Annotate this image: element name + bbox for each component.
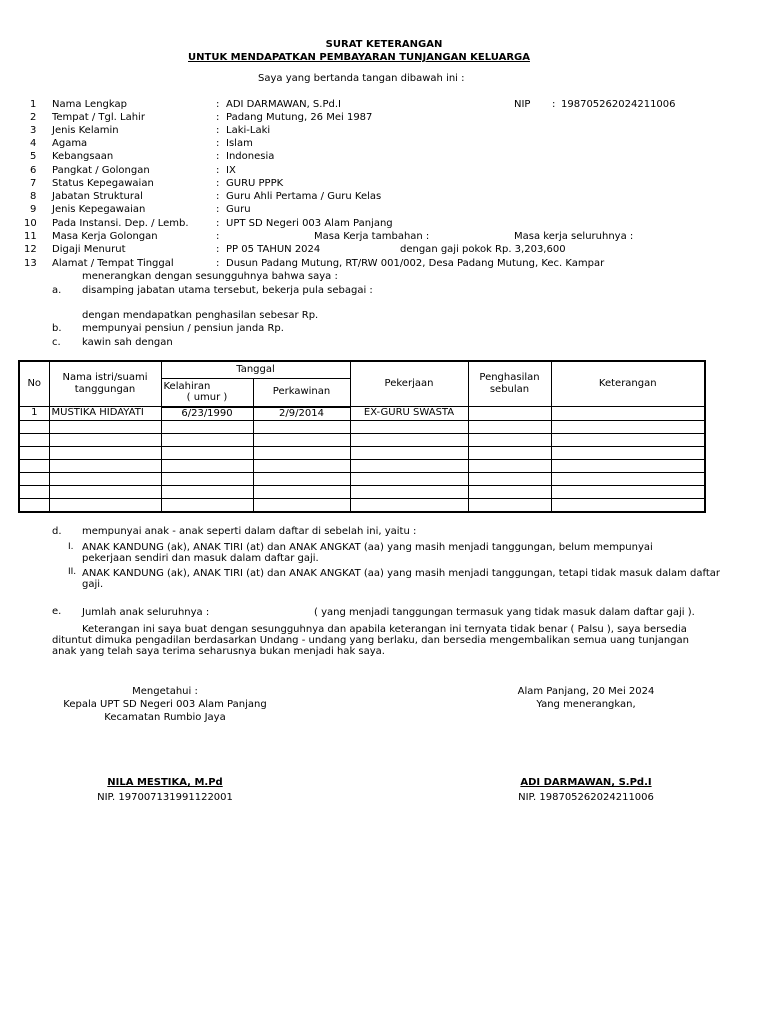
children-ii-text: ANAK KANDUNG (ak), ANAK TIRI (at) dan ANAK ANGKAT (aa) yang masih menjadi tanggungan, tetapi tidak masuk dalam daftar gaji.: [82, 568, 720, 590]
header-kelahiran: [161, 379, 253, 407]
sig-left-mengetahui: Mengetahui :: [132, 686, 198, 697]
sig-left-nip: NIP. 197007131991122001: [97, 792, 233, 803]
header-tanggal: Tanggal: [161, 361, 350, 379]
sig-right-nip: NIP. 198705262024211006: [518, 792, 654, 803]
field-colon: :: [216, 178, 220, 189]
children-d-letter: d.: [52, 526, 62, 537]
cell-lahir: [161, 420, 253, 433]
header-keterangan: Keterangan: [551, 361, 705, 407]
field-number: 2: [30, 112, 37, 123]
cell-name: [49, 498, 161, 512]
header-no: No: [19, 361, 49, 407]
masa-kerja-tambahan: Masa Kerja tambahan :: [314, 231, 430, 242]
field-label: Masa Kerja Golongan: [52, 231, 158, 242]
field-value: GURU PPPK: [226, 178, 284, 189]
gaji-pokok: dengan gaji pokok Rp. 3,203,600: [400, 244, 566, 255]
cell-no: [19, 459, 49, 472]
cell-penghasilan: [468, 472, 551, 485]
cell-keterangan: [551, 446, 705, 459]
cell-no: [19, 420, 49, 433]
cell-keterangan: [551, 407, 705, 421]
table-row: [19, 459, 705, 472]
cell-name: [49, 446, 161, 459]
table-row: [19, 420, 705, 433]
cell-no: [19, 472, 49, 485]
cell-pekerjaan: [350, 485, 468, 498]
cell-penghasilan: [468, 446, 551, 459]
cell-penghasilan: [468, 407, 551, 421]
header-penghasilan: Penghasilan sebulan: [468, 361, 551, 407]
field-value: PP 05 TAHUN 2024: [226, 244, 321, 255]
spouse-table: [18, 360, 706, 513]
field-colon: :: [216, 204, 220, 215]
cell-pekerjaan: [350, 459, 468, 472]
field-number: 1: [30, 99, 37, 110]
children-i-roman: I.: [68, 542, 74, 552]
header-perkawinan: Perkawinan: [253, 379, 350, 407]
masa-kerja-seluruhnya: Masa kerja seluruhnya :: [514, 231, 634, 242]
field-colon: :: [216, 165, 220, 176]
field-label: Jabatan Struktural: [52, 191, 143, 202]
field-colon: :: [216, 258, 220, 269]
cell-no: [19, 498, 49, 512]
field-colon: :: [216, 112, 220, 123]
header-umur-label: ( umur ): [186, 392, 228, 404]
field-label: Nama Lengkap: [52, 99, 127, 110]
cell-no: [19, 433, 49, 446]
cell-lahir: [161, 459, 253, 472]
cell-pekerjaan: [350, 433, 468, 446]
field-number: 13: [24, 258, 37, 269]
cell-kawin: [253, 472, 350, 485]
field-number: 3: [30, 125, 37, 136]
cell-no: [19, 485, 49, 498]
statement-intro: menerangkan dengan sesungguhnya bahwa saya :: [82, 271, 338, 282]
cell-name: [49, 433, 161, 446]
statement-c-text: kawin sah dengan: [82, 337, 173, 348]
nip-colon: :: [552, 99, 556, 110]
cell-penghasilan: [468, 420, 551, 433]
header-pekerjaan: Pekerjaan: [350, 361, 468, 407]
field-value: Laki-Laki: [226, 125, 271, 136]
cell-penghasilan: [468, 459, 551, 472]
children-e-note: ( yang menjadi tanggungan termasuk yang tidak masuk dalam daftar gaji ).: [314, 607, 695, 618]
field-label: Digaji Menurut: [52, 244, 126, 255]
cell-penghasilan: [468, 433, 551, 446]
field-number: 7: [30, 178, 37, 189]
children-e-text: Jumlah anak seluruhnya :: [82, 607, 210, 618]
statement-c-letter: c.: [52, 337, 61, 348]
cell-pekerjaan: [350, 446, 468, 459]
cell-pekerjaan: [350, 420, 468, 433]
children-d-text: mempunyai anak - anak seperti dalam daftar di sebelah ini, yaitu :: [82, 526, 417, 537]
table-row: [19, 472, 705, 485]
cell-kawin: [253, 459, 350, 472]
nip-label: NIP: [514, 99, 531, 110]
statement-b-letter: b.: [52, 323, 62, 334]
sig-right-name: ADI DARMAWAN, S.Pd.I: [520, 777, 652, 788]
cell-keterangan: [551, 485, 705, 498]
field-number: 5: [30, 151, 37, 162]
sig-right-role: Yang menerangkan,: [536, 699, 636, 710]
cell-name: [49, 472, 161, 485]
table-row: [19, 446, 705, 459]
field-colon: :: [216, 218, 220, 229]
cell-pekerjaan: [350, 472, 468, 485]
field-colon: :: [216, 151, 220, 162]
cell-name: MUSTIKA HIDAYATI: [49, 407, 161, 421]
cell-kawin: 2/9/2014: [253, 407, 350, 421]
field-value: IX: [226, 165, 236, 176]
field-number: 9: [30, 204, 37, 215]
field-value: Islam: [226, 138, 253, 149]
sig-left-district: Kecamatan Rumbio Jaya: [104, 712, 226, 723]
document-title: SURAT KETERANGAN: [325, 39, 443, 50]
cell-kawin: [253, 485, 350, 498]
cell-keterangan: [551, 459, 705, 472]
cell-penghasilan: [468, 485, 551, 498]
children-ii-roman: II.: [68, 567, 77, 577]
cell-lahir: [161, 433, 253, 446]
field-label: Jenis Kelamin: [52, 125, 119, 136]
field-colon: :: [216, 244, 220, 255]
children-i-text: ANAK KANDUNG (ak), ANAK TIRI (at) dan ANAK ANGKAT (aa) yang masih menjadi tanggungan, belum mempunyai pekerjaan sendiri dan masuk dalam daftar gaji.: [82, 542, 653, 564]
cell-no: 1: [19, 407, 49, 421]
cell-kawin: [253, 446, 350, 459]
field-label: Pangkat / Golongan: [52, 165, 150, 176]
sig-left-name: NILA MESTIKA, M.Pd: [107, 777, 223, 788]
intro-text: Saya yang bertanda tangan dibawah ini :: [258, 73, 465, 84]
field-number: 11: [24, 231, 37, 242]
statement-a-letter: a.: [52, 285, 62, 296]
table-row: [19, 407, 705, 421]
cell-keterangan: [551, 498, 705, 512]
cell-kawin: [253, 420, 350, 433]
field-label: Kebangsaan: [52, 151, 114, 162]
field-label: Jenis Kepegawaian: [52, 204, 146, 215]
nip-value: 198705262024211006: [561, 99, 676, 110]
header-kelahiran-label: Kelahiran: [163, 381, 211, 393]
field-value: ADI DARMAWAN, S.Pd.I: [226, 99, 341, 110]
field-label: Tempat / Tgl. Lahir: [52, 112, 145, 123]
field-number: 6: [30, 165, 37, 176]
closing-paragraph: Keterangan ini saya buat dengan sesungguhnya dan apabila keterangan ini ternyata tidak benar ( Palsu ), saya bersedia dituntut dimuka pengadilan berdasarkan Undang - undang yang berlaku, dan bersedia mengembalikan semua uang tunjangan anak yang telah saya terima seharusnya bukan menjadi hak saya.: [52, 624, 689, 657]
cell-lahir: [161, 472, 253, 485]
cell-kawin: [253, 433, 350, 446]
field-colon: :: [216, 231, 220, 242]
children-e-letter: e.: [52, 606, 62, 617]
cell-name: [49, 485, 161, 498]
cell-lahir: [161, 485, 253, 498]
field-colon: :: [216, 138, 220, 149]
field-colon: :: [216, 125, 220, 136]
cell-keterangan: [551, 472, 705, 485]
statement-a-text: disamping jabatan utama tersebut, bekerja pula sebagai :: [82, 285, 373, 296]
cell-name: [49, 459, 161, 472]
field-number: 10: [24, 218, 37, 229]
field-number: 12: [24, 244, 37, 255]
header-name: Nama istri/suami tanggungan: [49, 361, 161, 407]
cell-keterangan: [551, 433, 705, 446]
statement-a-income: dengan mendapatkan penghasilan sebesar Rp.: [82, 310, 319, 321]
field-value: Indonesia: [226, 151, 275, 162]
field-label: Status Kepegawaian: [52, 178, 154, 189]
statement-b-text: mempunyai pensiun / pensiun janda Rp.: [82, 323, 284, 334]
sig-left-position: Kepala UPT SD Negeri 003 Alam Panjang: [63, 699, 267, 710]
document-subtitle: UNTUK MENDAPATKAN PEMBAYARAN TUNJANGAN KELUARGA: [188, 52, 530, 63]
field-value: Guru: [226, 204, 251, 215]
field-colon: :: [216, 191, 220, 202]
field-value: Dusun Padang Mutung, RT/RW 001/002, Desa Padang Mutung, Kec. Kampar: [226, 258, 605, 269]
field-value: UPT SD Negeri 003 Alam Panjang: [226, 218, 393, 229]
field-label: Agama: [52, 138, 88, 149]
cell-keterangan: [551, 420, 705, 433]
field-label: Pada Instansi. Dep. / Lemb.: [52, 218, 189, 229]
cell-lahir: [161, 498, 253, 512]
table-row: [19, 433, 705, 446]
cell-no: [19, 446, 49, 459]
field-value: Padang Mutung, 26 Mei 1987: [226, 112, 373, 123]
cell-lahir: [161, 446, 253, 459]
sig-right-place-date: Alam Panjang, 20 Mei 2024: [517, 686, 655, 697]
table-row: [19, 498, 705, 512]
field-number: 8: [30, 191, 37, 202]
field-number: 4: [30, 138, 37, 149]
field-colon: :: [216, 99, 220, 110]
field-label: Alamat / Tempat Tinggal: [52, 258, 174, 269]
field-value: Guru Ahli Pertama / Guru Kelas: [226, 191, 382, 202]
cell-penghasilan: [468, 498, 551, 512]
cell-kawin: [253, 498, 350, 512]
cell-pekerjaan: [350, 498, 468, 512]
cell-pekerjaan: EX-GURU SWASTA: [350, 407, 468, 421]
cell-name: [49, 420, 161, 433]
table-row: [19, 485, 705, 498]
cell-lahir: 6/23/1990: [161, 407, 253, 421]
